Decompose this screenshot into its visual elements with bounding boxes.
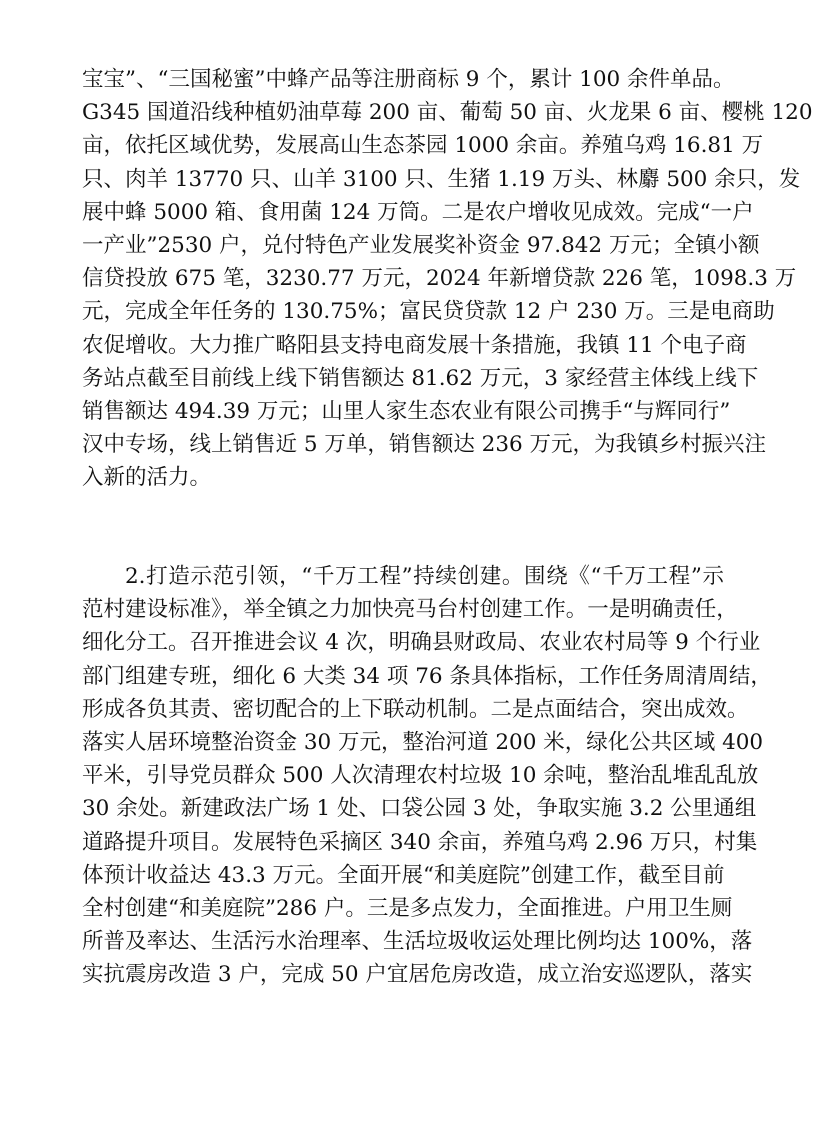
paragraph-line: 所普及率达、生活污水治理率、生活垃圾收运处理比例均达 100%，落	[82, 929, 753, 955]
paragraph-line: 30 余处。新建政法广场 1 处、口袋公园 3 处，争取实施 3.2 公里通组	[82, 796, 757, 822]
paragraph-line: 只、肉羊 13770 只、山羊 3100 只、生猪 1.19 万头、林麝 500 余只，发	[82, 166, 801, 192]
paragraph-line: G345 国道沿线种植奶油草莓 200 亩、葡萄 50 亩、火龙果 6 亩、樱桃 120	[82, 100, 813, 126]
paragraph-line: 全村创建“和美庭院”286 户。三是多点发力，全面推进。户用卫生厕	[82, 895, 733, 921]
paragraph-line: 农促增收。大力推广略阳县支持电商发展十条措施，我镇 11 个电子商	[82, 332, 747, 358]
paragraph-line: 销售额达 494.39 万元；山里人家生态农业有限公司携手“与辉同行”	[82, 398, 731, 424]
paragraph-line: 细化分工。召开推进会议 4 次，明确县财政局、农业农村局等 9 个行业	[82, 630, 761, 656]
paragraph-line: 一产业”2530 户，兑付特色产业发展奖补资金 97.842 万元；全镇小额	[82, 232, 760, 258]
paragraph-line: 平米，引导党员群众 500 人次清理农村垃圾 10 余吨，整治乱堆乱乱放	[82, 763, 759, 789]
paragraph-line: 展中蜂 5000 箱、食用菌 124 万筒。二是农户增收见成效。完成“一户	[82, 199, 754, 225]
paragraph-line: 入新的活力。	[82, 465, 212, 491]
paragraph-line: 信贷投放 675 笔，3230.77 万元，2024 年新增贷款 226 笔，1098.3 万	[82, 266, 797, 292]
paragraph-line: 范村建设标准》，举全镇之力加快亮马台村创建工作。一是明确责任，	[82, 597, 738, 623]
paragraph-line: 部门组建专班，细化 6 大类 34 项 76 条具体指标，工作任务周清周结，	[82, 663, 772, 689]
paragraph-line: 宝宝”、“三国秘蜜”中蜂产品等注册商标 9 个，累计 100 余件单品。	[82, 67, 735, 92]
paragraph-line: 汉中专场，线上销售近 5 万单，销售额达 236 万元，为我镇乡村振兴注	[82, 432, 767, 458]
paragraph-line: 体预计收益达 43.3 万元。全面开展“和美庭院”创建工作，截至目前	[82, 862, 725, 888]
paragraph-line: 实抗震房改造 3 户，完成 50 户宜居危房改造，成立治安巡逻队，落实	[82, 962, 753, 988]
paragraph-line: 道路提升项目。发展特色采摘区 340 余亩，养殖乌鸡 2.96 万只，村集	[82, 829, 758, 855]
paragraph-first-line: 2.打造示范引领，“千万工程”持续创建。围绕《“千万工程”示	[125, 564, 724, 589]
paragraph-agri-industry	[82, 63, 813, 494]
paragraph-line: 务站点截至目前线上线下销售额达 81.62 万元，3 家经营主体线上线下	[82, 365, 759, 391]
paragraph-line: 落实人居环境整治资金 30 万元，整治河道 200 米，绿化公共区域 400	[82, 729, 764, 755]
paragraph-line: 亩，依托区域优势，发展高山生态茶园 1000 余亩。养殖乌鸡 16.81 万	[82, 133, 764, 159]
paragraph-line: 元，完成全年任务的 130.75%；富民贷贷款 12 户 230 万。三是电商助	[82, 299, 775, 325]
paragraph-line: 形成各负其责、密切配合的上下联动机制。二是点面结合，突出成效。	[82, 696, 749, 722]
paragraph-demonstration-village	[82, 560, 772, 991]
